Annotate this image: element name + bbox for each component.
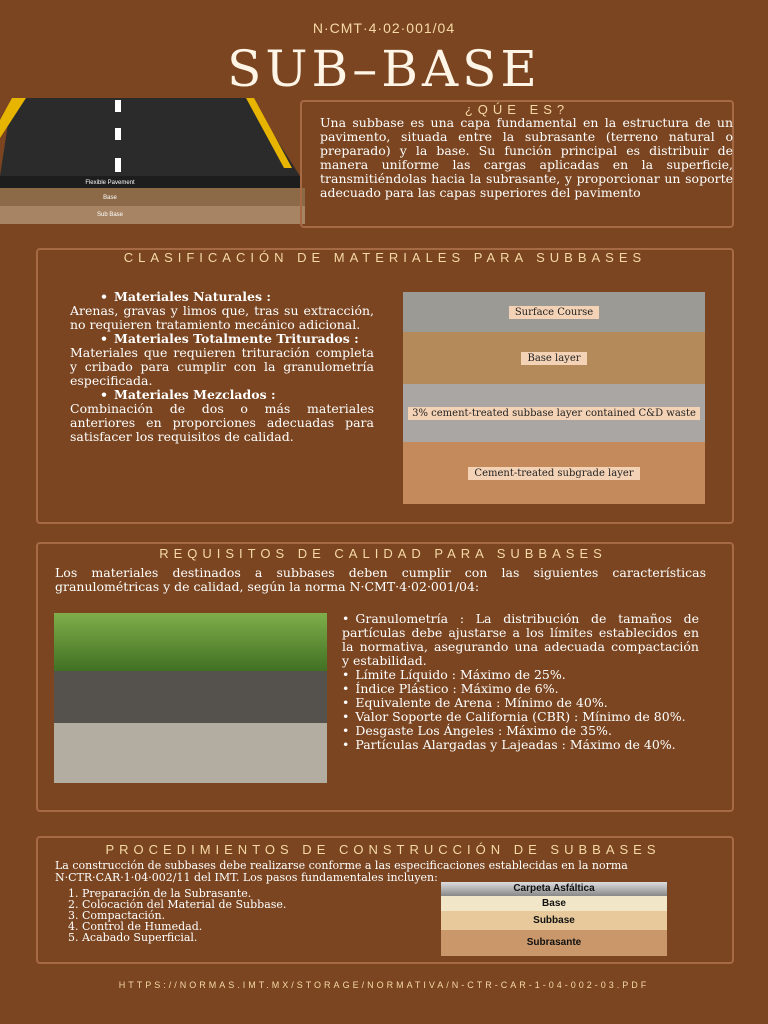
- procedimientos-steps: [68, 888, 368, 943]
- clasif-item-3-label: • Materiales Mezclados :: [70, 388, 374, 402]
- step-item: 2. Colocación del Material de Subbase.: [68, 898, 287, 911]
- layer-label-base: Base layer: [521, 352, 586, 365]
- clasificacion-list: [70, 290, 374, 444]
- layer-carpeta: Carpeta Asfáltica: [441, 882, 667, 896]
- requisitos-intro: Los materiales destinados a subbases deben cumplir con las siguientes características granulométricas y de calidad, según la norma N·CMT·4·02·001/04:: [55, 565, 706, 594]
- layer-subbase: Subbase: [441, 911, 667, 930]
- req-item: • Partículas Alargadas y Lajeadas : Máximo de 40%.: [342, 738, 699, 752]
- construction-layers-diagram: [441, 882, 667, 956]
- req-item: • Granulometría : La distribución de tamaños de partículas debe ajustarse a los límites establecidos en la normativa, asegurando una adecuada compactación y estabilidad.: [342, 612, 699, 668]
- layer-subrasante: Subrasante: [441, 930, 667, 956]
- road-layers-image: [0, 98, 305, 224]
- req-item: • Valor Soporte de California (CBR) : Mínimo de 80%.: [342, 710, 699, 724]
- clasif-item-1-label: • Materiales Naturales :: [70, 290, 374, 304]
- footer-url[interactable]: HTTPS://NORMAS.IMT.MX/STORAGE/NORMATIVA/N-CTR-CAR-1-04-002-03.PDF: [118, 980, 650, 990]
- que-es-title: ¿QÚE ES?: [464, 102, 570, 117]
- req-item: • Índice Plástico : Máximo de 6%.: [342, 682, 699, 696]
- layer-label-subgrade: Cement-treated subgrade layer: [468, 467, 639, 480]
- clasif-item-2-text: Materiales que requieren trituración completa y cribado para cumplir con la granulometría especificada.: [70, 345, 374, 388]
- step-item: 1. Preparación de la Subrasante.: [68, 887, 252, 900]
- layer-base: Base: [441, 896, 667, 911]
- step-item: 3. Compactación.: [68, 909, 166, 922]
- step-item: 5. Acabado Superficial.: [68, 931, 198, 944]
- req-item: • Equivalente de Arena : Mínimo de 40%.: [342, 696, 699, 710]
- req-item: • Desgaste Los Ángeles : Máximo de 35%.: [342, 724, 699, 738]
- layer-label-subbase: 3% cement-treated subbase layer contained C&D waste: [408, 407, 700, 420]
- road-label-subbase: Sub Base: [96, 212, 124, 218]
- page-title: SUB–BASE: [227, 40, 541, 98]
- clasif-item-3-text: Combinación de dos o más materiales anteriores en proporciones adecuadas para satisfacer los requisitos de calidad.: [70, 401, 374, 444]
- step-item: 4. Control de Humedad.: [68, 920, 203, 933]
- clasificacion-title: CLASIFICACIÓN DE MATERIALES PARA SUBBASES: [123, 250, 647, 265]
- req-item: • Límite Líquido : Máximo de 25%.: [342, 668, 699, 682]
- subbase-photo: [54, 613, 327, 783]
- requisitos-list: [342, 612, 699, 752]
- road-label-pavement: Flexible Pavement: [85, 180, 135, 186]
- que-es-text: Una subbase es una capa fundamental en la estructura de un pavimento, situada entre la subrasante (terreno natural o preparado) y la base. Su función principal es distribuir de manera uniforme las cargas aplicadas en la superficie, transmitiéndolas hacia la subrasante, y proporcionar un soporte adecuado para las capas superiores del pavimento: [320, 115, 733, 200]
- procedimientos-title: PROCEDIMIENTOS DE CONSTRUCCIÓN DE SUBBASES: [105, 842, 661, 857]
- clasif-item-1-text: Arenas, gravas y limos que, tras su extracción, no requieren tratamiento mecánico adicional.: [70, 303, 374, 332]
- norm-code: N·CMT·4·02·001/04: [312, 20, 456, 36]
- clasif-item-2-label: • Materiales Totalmente Triturados :: [70, 332, 374, 346]
- layer-label-surface: Surface Course: [509, 306, 599, 319]
- procedimientos-intro: La construcción de subbases debe realizarse conforme a las especificaciones establecidas en la norma N·CTR·CAR·1·04·002/11 del IMT. Los pasos fundamentales incluyen:: [55, 859, 628, 884]
- layers-diagram: [403, 292, 705, 504]
- road-label-base: Base: [103, 195, 117, 201]
- requisitos-title: REQUISITOS DE CALIDAD PARA SUBBASES: [159, 546, 607, 561]
